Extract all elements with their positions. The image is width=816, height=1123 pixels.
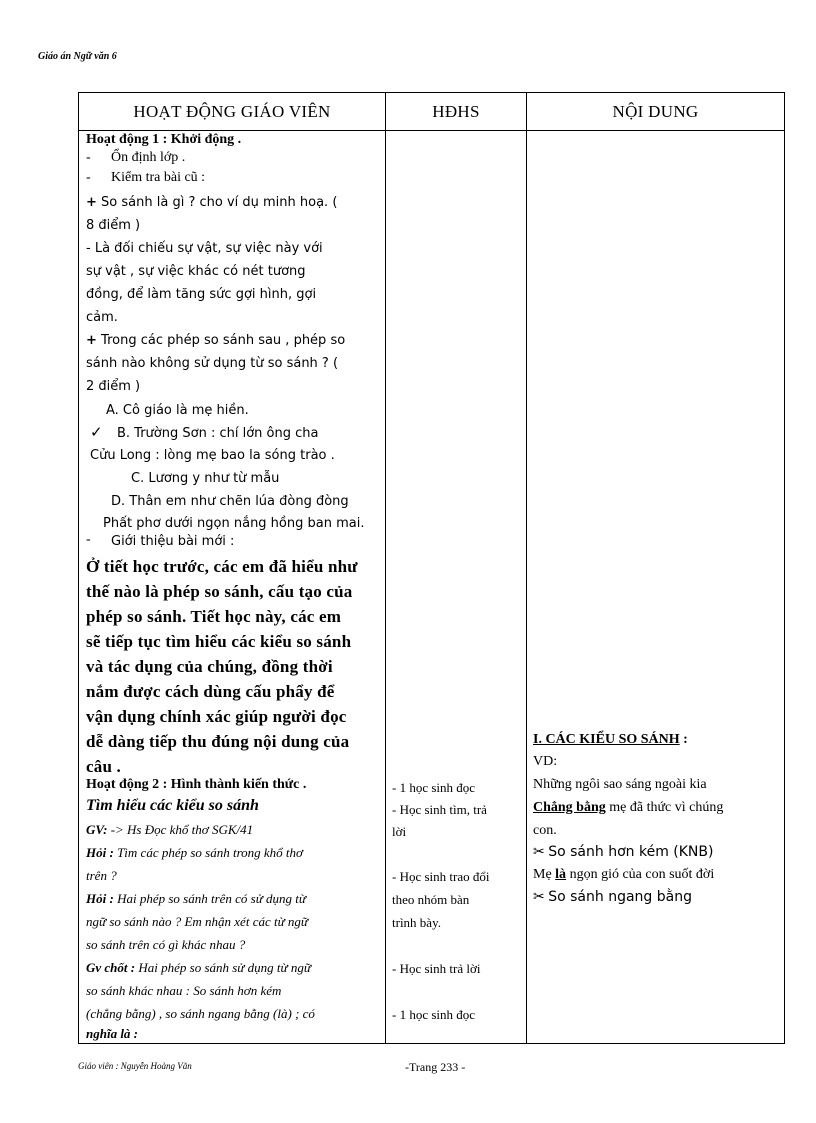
gv-conclusion-line-4: nghĩa là : (86, 1026, 139, 1041)
document-header: Giáo án Ngữ văn 6 (38, 51, 117, 62)
question-hoi-2-line-2: ngữ so sánh nào ? Em nhận xét các từ ngữ (86, 914, 309, 929)
poem-line-2: Chẳng bằng mẹ đã thức vì chúng (533, 800, 724, 815)
table-header-row (79, 93, 785, 131)
dash-marker: - (86, 150, 91, 165)
content-cell (527, 131, 785, 1044)
question-hoi-2-line-3: so sánh trên có gì khác nhau ? (86, 937, 246, 952)
option-b: B. Trường Sơn : chí lớn ông cha (117, 426, 319, 441)
intro-paragraph-line-9: câu . (86, 757, 121, 776)
option-a: A. Cô giáo là mẹ hiền. (106, 403, 249, 418)
answer-1-line-4: cảm. (86, 310, 118, 325)
answer-1-line-1: - Là đối chiếu sự vật, sự việc này với (86, 241, 323, 256)
intro-paragraph-line-3: phép so sánh. Tiết học này, các em (86, 607, 342, 626)
header-content: NỘI DUNG (527, 93, 785, 131)
question-2-line-3: 2 điểm ) (86, 379, 141, 394)
activity-1-title: Hoạt động 1 : Khởi động . (86, 132, 242, 147)
question-hoi-1-line-1: Hỏi : Tìm các phép so sánh trong khổ thơ (86, 845, 303, 860)
item-stabilize: Ổn định lớp . (111, 150, 186, 165)
intro-paragraph-line-1: Ở tiết học trước, các em đã hiểu như (86, 557, 358, 576)
student-step-3-line-2: theo nhóm bàn (392, 892, 470, 907)
page-number: -Trang 233 - (405, 1060, 466, 1074)
section-heading: I. CÁC KIỂU SO SÁNH : (533, 732, 688, 747)
check-icon: ✓ (90, 425, 103, 441)
poem-line-4: Mẹ là ngọn gió của con suốt đời (533, 867, 715, 882)
poem-line-1: Những ngôi sao sáng ngoài kia (533, 777, 707, 792)
answer-1-line-3: đồng, để làm tăng sức gợi hình, gợi (86, 287, 317, 302)
student-step-5: - 1 học sinh đọc (392, 1007, 476, 1022)
header-teacher-activity: HOẠT ĐỘNG GIÁO VIÊN (79, 93, 386, 131)
teacher-activity-cell (79, 131, 386, 1044)
question-hoi-1-line-2: trên ? (86, 868, 117, 883)
item-introduction: Giới thiệu bài mới : (111, 534, 235, 549)
question-1-line-1: + So sánh là gì ? cho ví dụ minh hoạ. ( (86, 195, 338, 210)
gv-conclusion-line-1: Gv chốt : Hai phép so sánh sử dụng từ ngữ (86, 960, 311, 975)
student-step-3-line-3: trình bày. (392, 915, 441, 930)
option-d-line-2: Phất phơ dưới ngọn nắng hồng ban mai. (103, 516, 365, 531)
dash-marker: - (86, 170, 91, 185)
table-body-row (79, 131, 785, 1044)
item-review: Kiểm tra bài cũ : (111, 170, 206, 185)
activity-2-title: Hoạt động 2 : Hình thành kiến thức . (86, 777, 307, 792)
header-student-activity: HĐHS (386, 93, 527, 131)
intro-paragraph-line-5: và tác dụng của chúng, đồng thời (86, 657, 333, 676)
student-step-2-line-2: lời (392, 824, 407, 839)
student-step-3-line-1: - Học sinh trao đổi (392, 869, 490, 884)
intro-paragraph-line-6: nắm được cách dùng cấu phẩy để (86, 682, 335, 701)
scissors-icon: ✂ (533, 845, 545, 860)
question-hoi-2-line-1: Hỏi : Hai phép so sánh trên có sử dụng từ (86, 891, 307, 906)
example-label: VD: (533, 754, 558, 769)
question-2-line-1: + Trong các phép so sánh sau , phép so (86, 333, 346, 348)
comparison-unequal: ✂ So sánh hơn kém (KNB) (533, 844, 714, 860)
question-2-line-2: sánh nào không sử dụng từ so sánh ? ( (86, 356, 339, 371)
student-activity-cell (386, 131, 527, 1044)
scissors-icon: ✂ (533, 890, 545, 905)
question-1-line-2: 8 điểm ) (86, 218, 141, 233)
lesson-table (78, 92, 785, 1044)
student-step-4: - Học sinh trả lời (392, 961, 481, 976)
option-b-line-2: Cửu Long : lòng mẹ bao la sóng trào . (90, 448, 335, 463)
option-d: D. Thân em như chẽn lúa đòng đòng (111, 494, 349, 509)
poem-line-3: con. (533, 823, 557, 838)
intro-paragraph-line-2: thế nào là phép so sánh, cấu tạo của (86, 582, 353, 601)
student-step-2-line-1: - Học sinh tìm, trả (392, 802, 487, 817)
gv-conclusion-line-2: so sánh khác nhau : So sánh hơn kém (86, 983, 282, 998)
option-c: C. Lương y như từ mẫu (131, 471, 280, 486)
intro-paragraph-line-4: sẽ tiếp tục tìm hiểu các kiểu so sánh (86, 632, 352, 651)
dash-marker: - (86, 532, 91, 547)
subsection-title: Tìm hiểu các kiểu so sánh (86, 797, 259, 814)
intro-paragraph-line-7: vận dụng chính xác giúp người đọc (86, 707, 347, 726)
intro-paragraph-line-8: dễ dàng tiếp thu đúng nội dung của (86, 732, 350, 751)
gv-conclusion-line-3: (chẳng bằng) , so sánh ngang bằng (là) ; có (86, 1006, 315, 1021)
footer-teacher: Giáo viên : Nguyễn Hoàng Văn (78, 1061, 192, 1071)
comparison-equal: ✂ So sánh ngang bằng (533, 889, 692, 905)
gv-instruction: GV: -> Hs Đọc khổ thơ SGK/41 (86, 822, 254, 837)
answer-1-line-2: sự vật , sự việc khác có nét tương (86, 264, 306, 279)
student-step-1: - 1 học sinh đọc (392, 780, 476, 795)
